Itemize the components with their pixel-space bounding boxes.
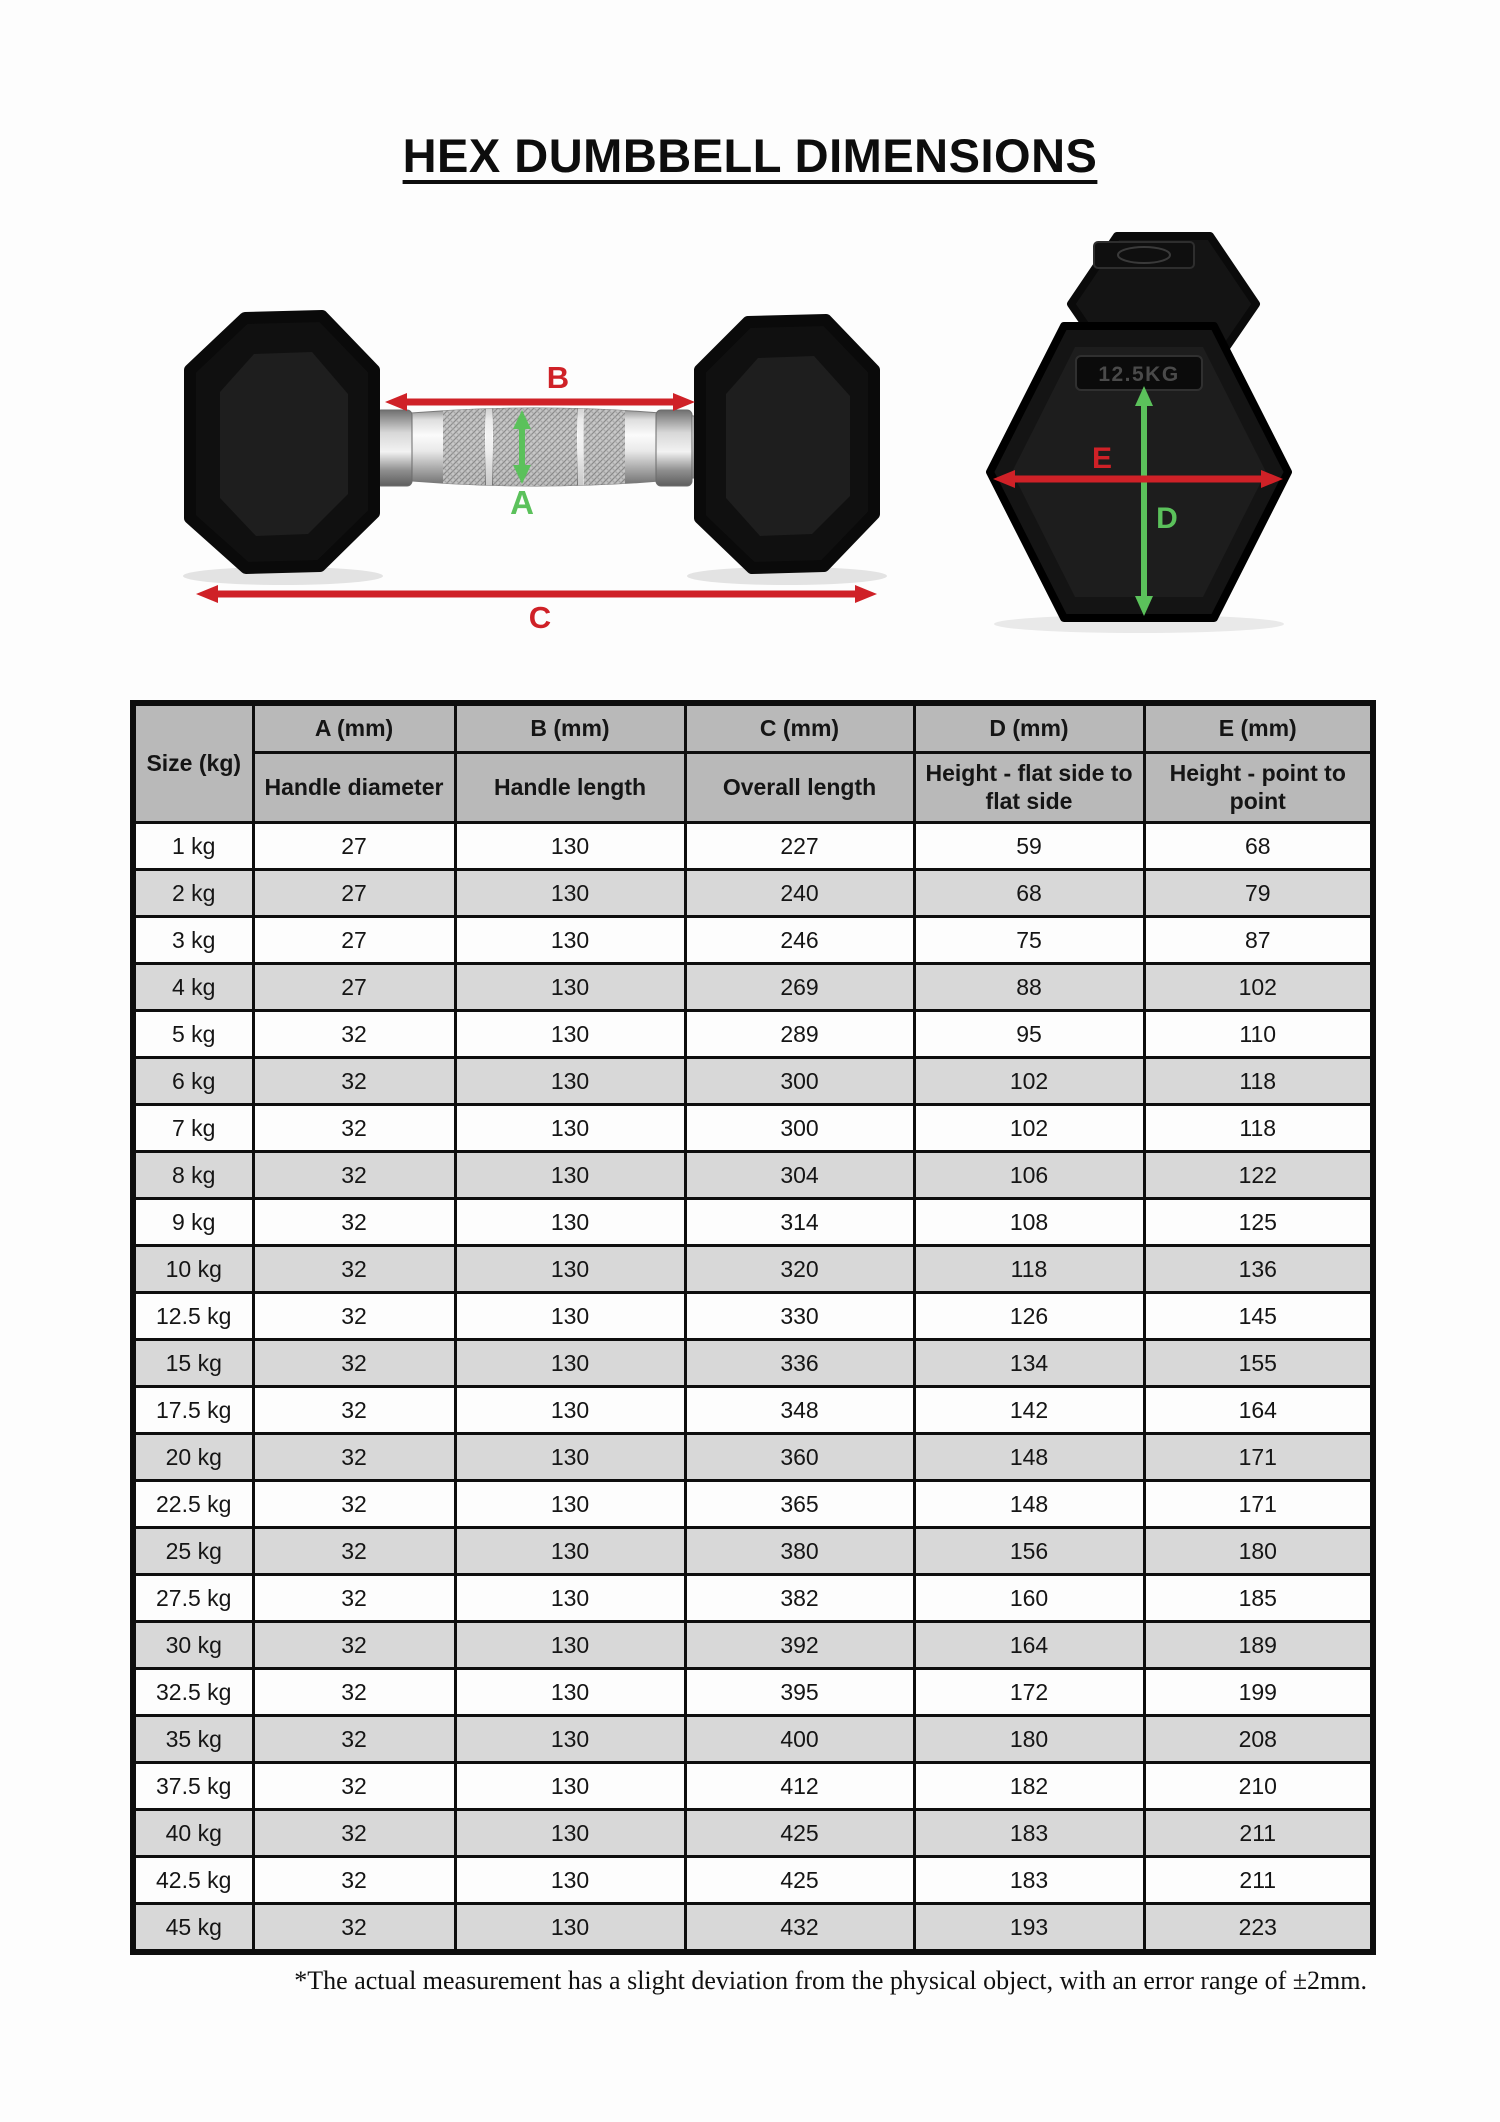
cell-dim-b: 130 bbox=[455, 1528, 685, 1575]
cell-size: 22.5 kg bbox=[133, 1481, 253, 1528]
cell-dim-c: 240 bbox=[685, 870, 914, 917]
cell-dim-b: 130 bbox=[455, 1622, 685, 1669]
dumbbell-end-view-illustration bbox=[960, 210, 1310, 640]
cell-dim-e: 185 bbox=[1144, 1575, 1373, 1622]
cell-dim-a: 32 bbox=[253, 1810, 455, 1857]
cell-dim-b: 130 bbox=[455, 1810, 685, 1857]
cell-dim-b: 130 bbox=[455, 1669, 685, 1716]
cell-dim-c: 348 bbox=[685, 1387, 914, 1434]
dimension-label-e: E bbox=[1091, 442, 1113, 475]
cell-dim-a: 32 bbox=[253, 1199, 455, 1246]
cell-dim-e: 171 bbox=[1144, 1481, 1373, 1528]
table-row bbox=[133, 1058, 1373, 1105]
cell-dim-d: 172 bbox=[914, 1669, 1144, 1716]
cell-dim-e: 145 bbox=[1144, 1293, 1373, 1340]
cell-dim-a: 32 bbox=[253, 1857, 455, 1904]
cell-dim-c: 289 bbox=[685, 1011, 914, 1058]
cell-dim-b: 130 bbox=[455, 1011, 685, 1058]
table-row bbox=[133, 1434, 1373, 1481]
cell-dim-b: 130 bbox=[455, 1387, 685, 1434]
cell-size: 12.5 kg bbox=[133, 1293, 253, 1340]
cell-dim-d: 102 bbox=[914, 1105, 1144, 1152]
cell-size: 7 kg bbox=[133, 1105, 253, 1152]
table-row bbox=[133, 1810, 1373, 1857]
cell-dim-e: 180 bbox=[1144, 1528, 1373, 1575]
cell-size: 3 kg bbox=[133, 917, 253, 964]
cell-dim-e: 199 bbox=[1144, 1669, 1373, 1716]
dimension-label-b: B bbox=[546, 360, 570, 395]
cell-dim-b: 130 bbox=[455, 1199, 685, 1246]
cell-dim-c: 360 bbox=[685, 1434, 914, 1481]
table-row bbox=[133, 1293, 1373, 1340]
dumbbell-handle bbox=[376, 400, 694, 496]
cell-size: 17.5 kg bbox=[133, 1387, 253, 1434]
cell-dim-a: 32 bbox=[253, 1575, 455, 1622]
cell-dim-a: 32 bbox=[253, 1152, 455, 1199]
cell-dim-a: 27 bbox=[253, 823, 455, 870]
cell-dim-c: 314 bbox=[685, 1199, 914, 1246]
table-row bbox=[133, 917, 1373, 964]
cell-dim-a: 32 bbox=[253, 1669, 455, 1716]
dumbbell-head-front bbox=[990, 326, 1288, 618]
table-row bbox=[133, 1481, 1373, 1528]
cell-size: 40 kg bbox=[133, 1810, 253, 1857]
cell-size: 27.5 kg bbox=[133, 1575, 253, 1622]
cell-dim-e: 136 bbox=[1144, 1246, 1373, 1293]
cell-dim-a: 32 bbox=[253, 1434, 455, 1481]
cell-dim-e: 87 bbox=[1144, 917, 1373, 964]
dimension-arrow-b bbox=[385, 360, 695, 411]
cell-dim-e: 164 bbox=[1144, 1387, 1373, 1434]
cell-dim-b: 130 bbox=[455, 1857, 685, 1904]
cell-dim-a: 32 bbox=[253, 1904, 455, 1953]
col-header-c-description: Overall length bbox=[685, 753, 914, 823]
cell-dim-b: 130 bbox=[455, 1105, 685, 1152]
cell-dim-b: 130 bbox=[455, 1575, 685, 1622]
table-row bbox=[133, 1904, 1373, 1953]
cell-dim-d: 193 bbox=[914, 1904, 1144, 1953]
cell-dim-e: 210 bbox=[1144, 1763, 1373, 1810]
table-row bbox=[133, 1857, 1373, 1904]
cell-dim-b: 130 bbox=[455, 1434, 685, 1481]
cell-size: 10 kg bbox=[133, 1246, 253, 1293]
cell-size: 20 kg bbox=[133, 1434, 253, 1481]
cell-dim-c: 425 bbox=[685, 1857, 914, 1904]
footnote: *The actual measurement has a slight deviation from the physical object, with an error range of ±2mm. bbox=[294, 1966, 1367, 1995]
cell-dim-d: 118 bbox=[914, 1246, 1144, 1293]
dimensions-table-body bbox=[133, 823, 1373, 1953]
table-row bbox=[133, 1669, 1373, 1716]
cell-dim-d: 182 bbox=[914, 1763, 1144, 1810]
cell-dim-c: 425 bbox=[685, 1810, 914, 1857]
col-header-e-code: E (mm) bbox=[1144, 703, 1373, 753]
embossed-weight-text: 12.5KG bbox=[1098, 363, 1180, 386]
cell-dim-d: 148 bbox=[914, 1434, 1144, 1481]
cell-dim-c: 246 bbox=[685, 917, 914, 964]
cell-dim-b: 130 bbox=[455, 1716, 685, 1763]
dimensions-table bbox=[130, 700, 1376, 1955]
cell-dim-d: 142 bbox=[914, 1387, 1144, 1434]
cell-size: 37.5 kg bbox=[133, 1763, 253, 1810]
col-header-c-code: C (mm) bbox=[685, 703, 914, 753]
table-row bbox=[133, 1763, 1373, 1810]
cell-dim-d: 108 bbox=[914, 1199, 1144, 1246]
col-header-e-description: Height - point to point bbox=[1144, 753, 1373, 823]
cell-dim-e: 211 bbox=[1144, 1810, 1373, 1857]
cell-dim-e: 211 bbox=[1144, 1857, 1373, 1904]
table-row bbox=[133, 1340, 1373, 1387]
cell-dim-b: 130 bbox=[455, 870, 685, 917]
cell-dim-d: 106 bbox=[914, 1152, 1144, 1199]
cell-dim-a: 32 bbox=[253, 1105, 455, 1152]
cell-dim-d: 68 bbox=[914, 870, 1144, 917]
col-header-b-code: B (mm) bbox=[455, 703, 685, 753]
cell-dim-b: 130 bbox=[455, 1763, 685, 1810]
cell-dim-d: 156 bbox=[914, 1528, 1144, 1575]
cell-dim-b: 130 bbox=[455, 1340, 685, 1387]
cell-dim-e: 122 bbox=[1144, 1152, 1373, 1199]
cell-dim-c: 400 bbox=[685, 1716, 914, 1763]
cell-dim-d: 126 bbox=[914, 1293, 1144, 1340]
cell-dim-e: 79 bbox=[1144, 870, 1373, 917]
cell-dim-b: 130 bbox=[455, 964, 685, 1011]
cell-dim-d: 183 bbox=[914, 1810, 1144, 1857]
cell-size: 8 kg bbox=[133, 1152, 253, 1199]
cell-dim-a: 27 bbox=[253, 964, 455, 1011]
cell-size: 9 kg bbox=[133, 1199, 253, 1246]
table-row bbox=[133, 1575, 1373, 1622]
cell-dim-e: 223 bbox=[1144, 1904, 1373, 1953]
table-row bbox=[133, 1528, 1373, 1575]
cell-dim-e: 110 bbox=[1144, 1011, 1373, 1058]
cell-dim-b: 130 bbox=[455, 823, 685, 870]
cell-dim-b: 130 bbox=[455, 1246, 685, 1293]
cell-dim-a: 32 bbox=[253, 1011, 455, 1058]
cell-dim-d: 134 bbox=[914, 1340, 1144, 1387]
cell-dim-d: 180 bbox=[914, 1716, 1144, 1763]
cell-dim-e: 208 bbox=[1144, 1716, 1373, 1763]
table-row bbox=[133, 1199, 1373, 1246]
cell-size: 4 kg bbox=[133, 964, 253, 1011]
cell-dim-b: 130 bbox=[455, 1058, 685, 1105]
cell-dim-b: 130 bbox=[455, 917, 685, 964]
cell-size: 25 kg bbox=[133, 1528, 253, 1575]
cell-dim-a: 32 bbox=[253, 1528, 455, 1575]
cell-dim-d: 148 bbox=[914, 1481, 1144, 1528]
dumbbell-side-view-illustration bbox=[150, 270, 900, 650]
cell-dim-e: 102 bbox=[1144, 964, 1373, 1011]
cell-dim-a: 32 bbox=[253, 1293, 455, 1340]
cell-dim-d: 183 bbox=[914, 1857, 1144, 1904]
cell-dim-c: 330 bbox=[685, 1293, 914, 1340]
cell-dim-d: 164 bbox=[914, 1622, 1144, 1669]
dimension-arrow-c bbox=[196, 585, 877, 635]
cell-size: 32.5 kg bbox=[133, 1669, 253, 1716]
cell-dim-d: 75 bbox=[914, 917, 1144, 964]
col-header-d-code: D (mm) bbox=[914, 703, 1144, 753]
table-row bbox=[133, 1011, 1373, 1058]
dimension-label-c: C bbox=[528, 600, 552, 635]
cell-dim-a: 27 bbox=[253, 917, 455, 964]
col-header-d-description: Height - flat side to flat side bbox=[914, 753, 1144, 823]
cell-dim-a: 32 bbox=[253, 1716, 455, 1763]
cell-dim-c: 395 bbox=[685, 1669, 914, 1716]
col-header-size: Size (kg) bbox=[133, 703, 253, 823]
table-row bbox=[133, 1387, 1373, 1434]
cell-dim-c: 412 bbox=[685, 1763, 914, 1810]
cell-dim-c: 432 bbox=[685, 1904, 914, 1953]
cell-size: 5 kg bbox=[133, 1011, 253, 1058]
cell-dim-c: 304 bbox=[685, 1152, 914, 1199]
cell-dim-a: 32 bbox=[253, 1763, 455, 1810]
table-row bbox=[133, 1622, 1373, 1669]
table-row bbox=[133, 1246, 1373, 1293]
cell-dim-e: 171 bbox=[1144, 1434, 1373, 1481]
cell-dim-a: 32 bbox=[253, 1246, 455, 1293]
cell-dim-e: 189 bbox=[1144, 1622, 1373, 1669]
col-header-a-code: A (mm) bbox=[253, 703, 455, 753]
dumbbell-head-left bbox=[190, 316, 374, 568]
cell-dim-c: 365 bbox=[685, 1481, 914, 1528]
cell-dim-b: 130 bbox=[455, 1904, 685, 1953]
cell-dim-c: 382 bbox=[685, 1575, 914, 1622]
table-row bbox=[133, 823, 1373, 870]
cell-dim-a: 32 bbox=[253, 1481, 455, 1528]
cell-dim-a: 32 bbox=[253, 1387, 455, 1434]
cell-dim-a: 32 bbox=[253, 1340, 455, 1387]
cell-dim-c: 320 bbox=[685, 1246, 914, 1293]
cell-size: 42.5 kg bbox=[133, 1857, 253, 1904]
table-row bbox=[133, 1716, 1373, 1763]
cell-size: 1 kg bbox=[133, 823, 253, 870]
cell-dim-c: 300 bbox=[685, 1058, 914, 1105]
cell-dim-e: 68 bbox=[1144, 823, 1373, 870]
cell-size: 2 kg bbox=[133, 870, 253, 917]
col-header-a-description: Handle diameter bbox=[253, 753, 455, 823]
cell-size: 45 kg bbox=[133, 1904, 253, 1953]
cell-dim-a: 27 bbox=[253, 870, 455, 917]
dumbbell-head-right bbox=[700, 320, 874, 568]
cell-dim-d: 102 bbox=[914, 1058, 1144, 1105]
cell-size: 6 kg bbox=[133, 1058, 253, 1105]
cell-dim-c: 269 bbox=[685, 964, 914, 1011]
cell-size: 30 kg bbox=[133, 1622, 253, 1669]
table-row bbox=[133, 1152, 1373, 1199]
cell-dim-c: 392 bbox=[685, 1622, 914, 1669]
cell-dim-c: 227 bbox=[685, 823, 914, 870]
dimension-label-a: A bbox=[510, 484, 534, 521]
table-row bbox=[133, 1105, 1373, 1152]
cell-dim-d: 160 bbox=[914, 1575, 1144, 1622]
cell-dim-e: 118 bbox=[1144, 1058, 1373, 1105]
cell-dim-b: 130 bbox=[455, 1293, 685, 1340]
cell-size: 15 kg bbox=[133, 1340, 253, 1387]
cell-dim-e: 118 bbox=[1144, 1105, 1373, 1152]
page-title: HEX DUMBBELL DIMENSIONS bbox=[402, 129, 1098, 182]
table-row bbox=[133, 964, 1373, 1011]
dimension-label-d: D bbox=[1156, 502, 1178, 535]
cell-dim-c: 336 bbox=[685, 1340, 914, 1387]
cell-dim-b: 130 bbox=[455, 1152, 685, 1199]
cell-dim-e: 155 bbox=[1144, 1340, 1373, 1387]
col-header-b-description: Handle length bbox=[455, 753, 685, 823]
table-row bbox=[133, 870, 1373, 917]
cell-dim-b: 130 bbox=[455, 1481, 685, 1528]
cell-dim-c: 380 bbox=[685, 1528, 914, 1575]
cell-dim-d: 59 bbox=[914, 823, 1144, 870]
cell-dim-d: 88 bbox=[914, 964, 1144, 1011]
cell-size: 35 kg bbox=[133, 1716, 253, 1763]
cell-dim-a: 32 bbox=[253, 1622, 455, 1669]
cell-dim-d: 95 bbox=[914, 1011, 1144, 1058]
cell-dim-e: 125 bbox=[1144, 1199, 1373, 1246]
cell-dim-c: 300 bbox=[685, 1105, 914, 1152]
cell-dim-a: 32 bbox=[253, 1058, 455, 1105]
